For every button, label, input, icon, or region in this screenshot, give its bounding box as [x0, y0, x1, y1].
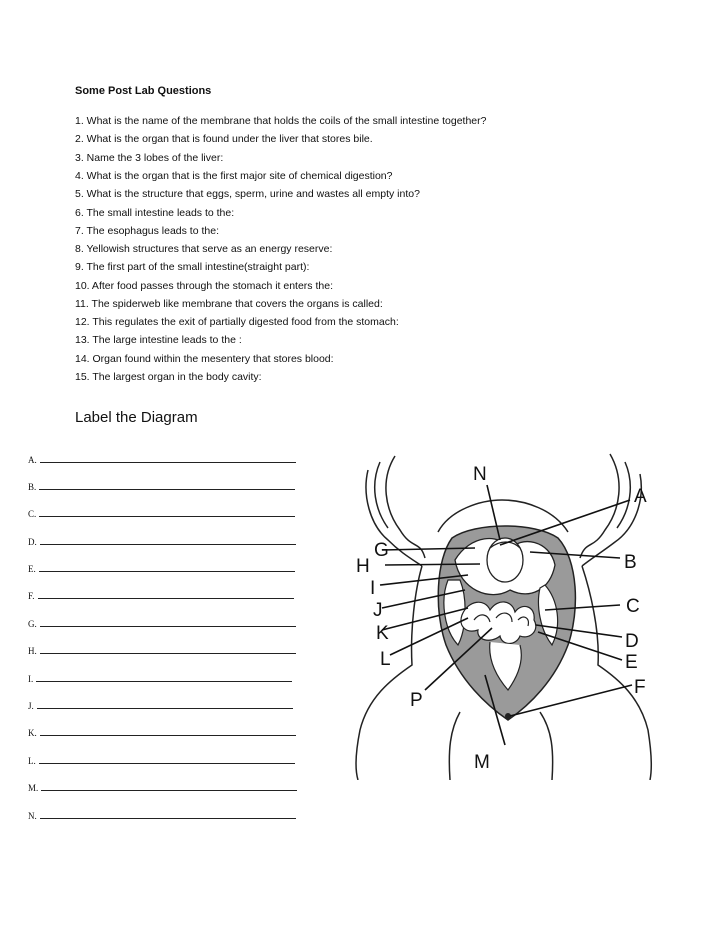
- question-11: 11. The spiderweb like membrane that covers the organs is called:: [75, 298, 383, 310]
- question-10: 10. After food passes through the stomach it enters the:: [75, 280, 333, 292]
- answer-blank[interactable]: [40, 544, 296, 545]
- question-5: 5. What is the structure that eggs, sperm, urine and wastes all empty into?: [75, 188, 420, 200]
- answer-blank[interactable]: [40, 653, 296, 654]
- question-2: 2. What is the organ that is found under the liver that stores bile.: [75, 133, 373, 145]
- answer-blank[interactable]: [41, 790, 297, 791]
- answer-blank[interactable]: [39, 571, 295, 572]
- answer-line-m[interactable]: [28, 783, 297, 793]
- answer-blank[interactable]: [39, 763, 295, 764]
- answer-line-e[interactable]: [28, 564, 295, 574]
- answer-letter: K.: [28, 728, 37, 738]
- page-title: Some Post Lab Questions: [75, 85, 212, 97]
- diagram-label-j: J: [373, 600, 383, 621]
- question-8: 8. Yellowish structures that serve as an energy reserve:: [75, 243, 333, 255]
- answer-blank[interactable]: [40, 462, 296, 463]
- answer-letter: J.: [28, 701, 34, 711]
- diagram-label-k: K: [376, 623, 389, 644]
- diagram-label-e: E: [625, 652, 638, 673]
- question-13: 13. The large intestine leads to the :: [75, 334, 242, 346]
- answer-blank[interactable]: [39, 516, 295, 517]
- answer-letter: B.: [28, 482, 37, 492]
- answer-line-g[interactable]: [28, 619, 296, 629]
- answer-letter: L.: [28, 756, 36, 766]
- diagram-label-n: N: [473, 464, 487, 485]
- answer-line-a[interactable]: [28, 455, 296, 465]
- diagram-label-p: P: [410, 690, 423, 711]
- question-4: 4. What is the organ that is the first major site of chemical digestion?: [75, 170, 393, 182]
- answer-line-l[interactable]: [28, 756, 295, 766]
- answer-line-j[interactable]: [28, 701, 293, 711]
- question-15: 15. The largest organ in the body cavity:: [75, 371, 262, 383]
- answer-line-c[interactable]: [28, 509, 295, 519]
- answer-line-k[interactable]: [28, 728, 296, 738]
- answer-letter: H.: [28, 646, 37, 656]
- answer-blank[interactable]: [36, 681, 292, 682]
- diagram-heading: Label the Diagram: [75, 409, 198, 426]
- question-6: 6. The small intestine leads to the:: [75, 207, 235, 219]
- answer-blank[interactable]: [37, 708, 293, 709]
- question-12: 12. This regulates the exit of partially digested food from the stomach:: [75, 316, 399, 328]
- question-14: 14. Organ found within the mesentery that stores blood:: [75, 353, 334, 365]
- question-9: 9. The first part of the small intestine(straight part):: [75, 261, 310, 273]
- answer-blank[interactable]: [40, 818, 296, 819]
- question-1: 1. What is the name of the membrane that holds the coils of the small intestine together?: [75, 115, 487, 127]
- answer-letter: D.: [28, 537, 37, 547]
- answer-line-f[interactable]: [28, 591, 294, 601]
- diagram-label-b: B: [624, 552, 637, 573]
- answer-line-b[interactable]: [28, 482, 295, 492]
- answer-blank[interactable]: [38, 598, 294, 599]
- answer-line-i[interactable]: [28, 674, 292, 684]
- answer-blank[interactable]: [40, 735, 296, 736]
- answer-line-n[interactable]: [28, 811, 296, 821]
- diagram-label-m: M: [474, 752, 490, 773]
- diagram-label-a: A: [634, 486, 647, 507]
- answer-letter: C.: [28, 509, 37, 519]
- answer-letter: A.: [28, 455, 37, 465]
- answer-line-h[interactable]: [28, 646, 296, 656]
- diagram-label-g: G: [374, 540, 389, 561]
- diagram-label-l: L: [380, 649, 391, 670]
- heart: [487, 538, 523, 582]
- diagram-label-d: D: [625, 631, 639, 652]
- answer-letter: F.: [28, 591, 35, 601]
- answer-letter: G.: [28, 619, 37, 629]
- diagram-label-f: F: [634, 677, 646, 698]
- frog-dissection-diagram: [340, 440, 670, 780]
- question-7: 7. The esophagus leads to the:: [75, 225, 219, 237]
- answer-blank[interactable]: [40, 626, 296, 627]
- answer-letter: N.: [28, 811, 37, 821]
- diagram-label-c: C: [626, 596, 640, 617]
- answer-blank[interactable]: [39, 489, 295, 490]
- answer-letter: M.: [28, 783, 39, 793]
- answer-letter: I.: [28, 674, 34, 684]
- answer-line-d[interactable]: [28, 537, 296, 547]
- answer-letter: E.: [28, 564, 36, 574]
- question-3: 3. Name the 3 lobes of the liver:: [75, 152, 224, 164]
- diagram-label-i: I: [370, 578, 376, 599]
- diagram-label-h: H: [356, 556, 370, 577]
